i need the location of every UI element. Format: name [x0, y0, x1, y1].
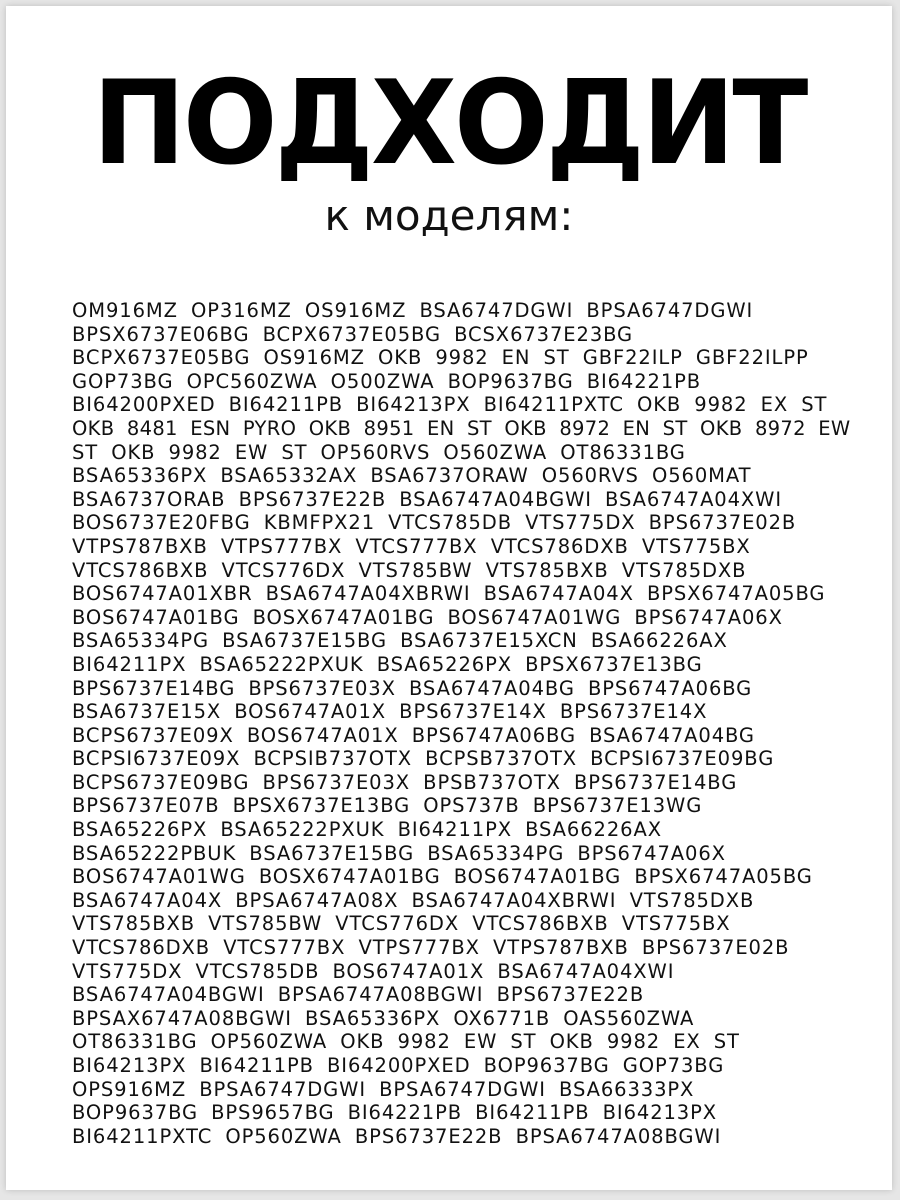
- model-list-row: [72, 370, 852, 394]
- model-list-row: [72, 1078, 852, 1102]
- model-code: VTS775BX: [641, 534, 751, 558]
- model-code: BPSA6747DGWI: [586, 299, 754, 322]
- model-code: BPS6747A06X: [634, 605, 783, 629]
- model-code: VTCS785DB: [195, 959, 320, 983]
- model-code: VTS785DXB: [629, 888, 755, 912]
- model-code: GBF22ILP: [582, 346, 683, 370]
- model-code: O560ZWA: [443, 440, 548, 464]
- model-code: BCPS6737E09X: [72, 723, 234, 747]
- model-code: BCPX6737E05BG: [72, 346, 251, 370]
- subheading: к моделям:: [324, 191, 574, 240]
- model-code: BSA65222PXUK: [199, 652, 364, 676]
- model-list-row: [72, 865, 852, 889]
- model-code: BSA6747DGWI: [419, 299, 574, 322]
- model-code: BI64211PB: [228, 393, 344, 417]
- model-code: BPS6737E22B: [496, 983, 645, 1007]
- model-code: OP560RVS: [320, 440, 431, 464]
- model-code: VTS785DXB: [621, 558, 747, 582]
- model-code: VTS775BX: [621, 912, 731, 936]
- model-code: OKB 8951 EN ST: [308, 416, 492, 440]
- model-code: OS916MZ: [304, 299, 407, 322]
- model-code: BSA6737E15X: [72, 700, 222, 724]
- model-code: VTS785BW: [208, 912, 323, 936]
- model-code: OM916MZ: [72, 299, 178, 322]
- model-code: BSA6737E15XCN: [400, 629, 578, 653]
- model-code: OKB 8972 EW: [700, 416, 851, 440]
- model-code: BOP9637BG: [447, 369, 574, 393]
- model-code: OX6771B: [453, 1006, 551, 1030]
- model-code: OS916MZ: [263, 346, 365, 370]
- model-code: OPS737B: [423, 794, 520, 818]
- model-code: BCPSI6737E09X: [72, 747, 241, 771]
- model-code: BSA6747A04BG: [409, 676, 575, 700]
- model-code: BI64221PB: [347, 1101, 463, 1125]
- model-code: BPSX6747A05BG: [634, 865, 813, 889]
- model-list-row: [72, 535, 852, 559]
- model-list-row: [72, 1030, 852, 1054]
- model-code: BI64211PXTC: [483, 393, 624, 417]
- model-code: BSA66226AX: [525, 818, 662, 842]
- model-code: BSA65226PX: [376, 652, 512, 676]
- model-list-row: [72, 323, 852, 347]
- model-code: BPS6737E02B: [648, 511, 797, 535]
- model-code: BSA6747A04XWI: [497, 959, 675, 983]
- model-code: BSA6747A04BGWI: [72, 983, 265, 1007]
- model-code: BOS6747A01WG: [447, 605, 622, 629]
- model-list-row: [72, 771, 852, 795]
- model-code: OKB 9982 EN ST: [378, 346, 570, 370]
- model-code: BSA6747A04X: [72, 888, 223, 912]
- model-code: BSA65222PBUK: [72, 841, 237, 865]
- model-code: BOSX6747A01BG: [252, 605, 435, 629]
- model-code: BSA6737E15BG: [249, 841, 415, 865]
- model-code: BOS6747A01BG: [72, 605, 240, 629]
- model-code: BSA6747A04BGWI: [399, 487, 592, 511]
- model-code: BPSA6747A08BGWI: [515, 1124, 722, 1148]
- model-code: BI64211PB: [199, 1054, 314, 1077]
- model-code: BSA6747A04XBRWI: [411, 888, 617, 912]
- model-code: OPC560ZWA: [186, 369, 318, 393]
- model-code: OAS560ZWA: [563, 1006, 695, 1030]
- model-code: BI64211PXTC: [72, 1124, 213, 1148]
- model-code: VTCS786DXB: [72, 936, 211, 960]
- model-code: BSA65336PX: [305, 1006, 441, 1030]
- model-list-row: [72, 417, 852, 441]
- model-code: BPS6737E22B: [238, 487, 387, 511]
- model-code: BPSA6747A08X: [235, 888, 399, 912]
- model-code: BPSA6747A08BGWI: [277, 983, 484, 1007]
- model-code: VTS775DX: [525, 511, 636, 535]
- model-code: BPS6747A06X: [577, 841, 726, 865]
- model-code: BPSX6737E13BG: [232, 794, 411, 818]
- model-code: BSA66226AX: [590, 629, 728, 653]
- model-list-row: [72, 842, 852, 866]
- model-code: OPS916MZ: [72, 1077, 187, 1101]
- poster-sheet: [6, 6, 892, 1190]
- model-code: BOS6747A01XBR: [72, 582, 253, 606]
- model-list-row: [72, 912, 852, 936]
- model-code: BPS6737E13WG: [532, 794, 703, 818]
- model-code: BPS6747A06BG: [411, 723, 576, 747]
- model-code: BCPX6737E05BG: [262, 322, 441, 346]
- model-list-row: [72, 393, 852, 417]
- model-code: BPSX6737E06BG: [72, 322, 250, 346]
- model-list-row: [72, 677, 852, 701]
- model-code: BOS6747A01X: [332, 959, 485, 983]
- model-code: VTS785BW: [358, 558, 473, 582]
- model-code: BPS6737E14BG: [72, 676, 236, 700]
- model-code: BSA6737E15BG: [222, 629, 387, 653]
- model-code: BPSB737OTX: [423, 770, 561, 794]
- model-code: OKB 9982 EW ST: [340, 1030, 537, 1054]
- model-list-row: [72, 511, 852, 535]
- model-code: VTCS785DB: [388, 511, 512, 535]
- model-code: BPS6737E03X: [248, 676, 396, 700]
- model-list-row: [72, 983, 852, 1007]
- model-code: BI64221PB: [586, 369, 702, 393]
- model-list-row: [72, 936, 852, 960]
- model-list-row: [72, 1125, 852, 1149]
- model-code: BSA65334PG: [72, 629, 210, 653]
- model-code: BI64211PX: [72, 652, 187, 676]
- model-code: BPSX6737E13BG: [525, 652, 703, 676]
- model-code: BOS6737E20FBG: [72, 511, 251, 535]
- model-code: BOS6747A01X: [246, 723, 399, 747]
- model-code: BCPSI6737E09BG: [590, 747, 775, 771]
- model-list-row: [72, 606, 852, 630]
- model-code: VTCS786BXB: [472, 912, 609, 936]
- model-list-row: [72, 488, 852, 512]
- model-code: BPS6737E02B: [641, 936, 790, 960]
- model-code: VTCS777BX: [355, 534, 478, 558]
- model-list-row: [72, 653, 852, 677]
- model-code: BI64213PX: [356, 393, 471, 417]
- model-code: BPS6737E14BG: [574, 770, 738, 794]
- model-code: BSA6747A04X: [483, 582, 634, 606]
- model-code: BPS6737E22B: [354, 1124, 503, 1148]
- model-code: BOS6747A01WG: [72, 865, 246, 889]
- model-list-row: [72, 1101, 852, 1125]
- model-list-row: [72, 1007, 852, 1031]
- model-code: OP316MZ: [191, 299, 292, 322]
- model-code: BSA65222PXUK: [220, 818, 385, 842]
- model-code: BSA65334PG: [427, 841, 565, 865]
- model-code: BPSA6747DGWI: [379, 1077, 546, 1101]
- model-list-row: [72, 794, 852, 818]
- model-code: BPS6737E07B: [72, 794, 220, 818]
- model-code: GOP73BG: [72, 369, 174, 393]
- model-code: VTCS776DX: [335, 912, 460, 936]
- model-code: BOP9637BG: [72, 1101, 199, 1125]
- model-code: BSA65336PX: [72, 464, 208, 488]
- model-list-row: [72, 889, 852, 913]
- model-code: BSA65332AX: [220, 464, 358, 488]
- model-code: BCPSB737OTX: [425, 747, 578, 771]
- model-code: BOS6747A01BG: [453, 865, 622, 889]
- model-code: BSA65226PX: [72, 818, 208, 842]
- model-code: BPSA6747DGWI: [199, 1077, 367, 1101]
- model-list-row: [72, 1054, 852, 1078]
- model-code: BI64211PX: [397, 818, 512, 842]
- model-code: BOP9637BG: [483, 1054, 610, 1077]
- model-code: GBF22ILPP: [695, 346, 809, 370]
- model-code: ST: [72, 440, 99, 464]
- model-code: BPS6737E14X: [559, 700, 708, 724]
- model-code: BPS6747A06BG: [587, 676, 753, 700]
- model-code: GOP73BG: [622, 1054, 725, 1077]
- model-list-row: [72, 818, 852, 842]
- model-list-row: [72, 346, 852, 370]
- model-code: VTCS776DX: [221, 558, 346, 582]
- model-code: KBMFPX21: [263, 511, 376, 535]
- model-code: OT86331BG: [560, 440, 686, 464]
- model-code: BI64213PX: [72, 1054, 187, 1077]
- model-list-row: [72, 629, 852, 653]
- model-list-row: [72, 700, 852, 724]
- model-code: VTS785BXB: [72, 912, 196, 936]
- model-code: VTCS786BXB: [72, 558, 209, 582]
- model-code: VTCS786DXB: [490, 534, 629, 558]
- model-code: BSA6737ORAB: [72, 487, 226, 511]
- model-code: VTS775DX: [72, 959, 183, 983]
- model-code: OT86331BG: [72, 1030, 198, 1054]
- model-list-row: [72, 464, 852, 488]
- model-code: VTPS777BX: [358, 936, 480, 960]
- model-code: VTS785BXB: [485, 558, 609, 582]
- model-list-row: [72, 299, 852, 323]
- model-list-row: [72, 441, 852, 465]
- model-code: BPS6737E14X: [399, 700, 547, 724]
- model-code: OKB 8481 ESN PYRO: [72, 416, 297, 440]
- model-code: BSA6747A04BG: [589, 723, 755, 747]
- model-code: BCPS6737E09BG: [72, 770, 250, 794]
- model-code: BSA6747A04XBRWI: [265, 582, 471, 606]
- model-code: BI64200PXED: [72, 393, 216, 417]
- model-code: OKB 9982 EX ST: [636, 393, 828, 417]
- model-code: BI64211PB: [475, 1101, 590, 1125]
- model-list-row: [72, 559, 852, 583]
- model-code: BOS6747A01X: [234, 700, 387, 724]
- model-code: BPSAX6747A08BGWI: [72, 1006, 292, 1030]
- model-code: OP560ZWA: [225, 1124, 342, 1148]
- model-code: BCSX6737E23BG: [454, 322, 634, 346]
- heading: ПОДХОДИТ: [92, 56, 806, 191]
- model-code: O500ZWA: [330, 369, 435, 393]
- model-code: BSA6747A04XWI: [605, 487, 783, 511]
- model-list: [72, 299, 852, 1148]
- model-code: OKB 9982 EW ST: [111, 440, 308, 464]
- model-code: BI64200PXED: [327, 1054, 471, 1077]
- model-code: BI64213PX: [602, 1101, 718, 1125]
- model-code: VTCS777BX: [223, 936, 346, 960]
- model-code: BCPSIB737OTX: [253, 747, 413, 771]
- model-code: BSA6737ORAW: [370, 464, 529, 488]
- model-list-row: [72, 582, 852, 606]
- model-code: BPS6737E03X: [262, 770, 411, 794]
- model-code: O560RVS: [541, 464, 639, 488]
- model-code: OKB 8972 EN ST: [504, 416, 688, 440]
- model-code: BSA66333PX: [559, 1077, 695, 1101]
- model-list-row: [72, 960, 852, 984]
- model-code: OP560ZWA: [210, 1030, 328, 1054]
- model-code: BPS9657BG: [211, 1101, 335, 1125]
- model-code: VTPS787BXB: [72, 534, 208, 558]
- model-code: VTPS787BXB: [493, 936, 629, 960]
- model-code: VTPS777BX: [220, 534, 343, 558]
- model-code: BPSX6747A05BG: [646, 582, 826, 606]
- model-list-row: [72, 747, 852, 771]
- model-code: O560MAT: [651, 464, 752, 488]
- model-list-row: [72, 724, 852, 748]
- model-code: BOSX6747A01BG: [258, 865, 441, 889]
- model-code: OKB 9982 EX ST: [549, 1030, 740, 1054]
